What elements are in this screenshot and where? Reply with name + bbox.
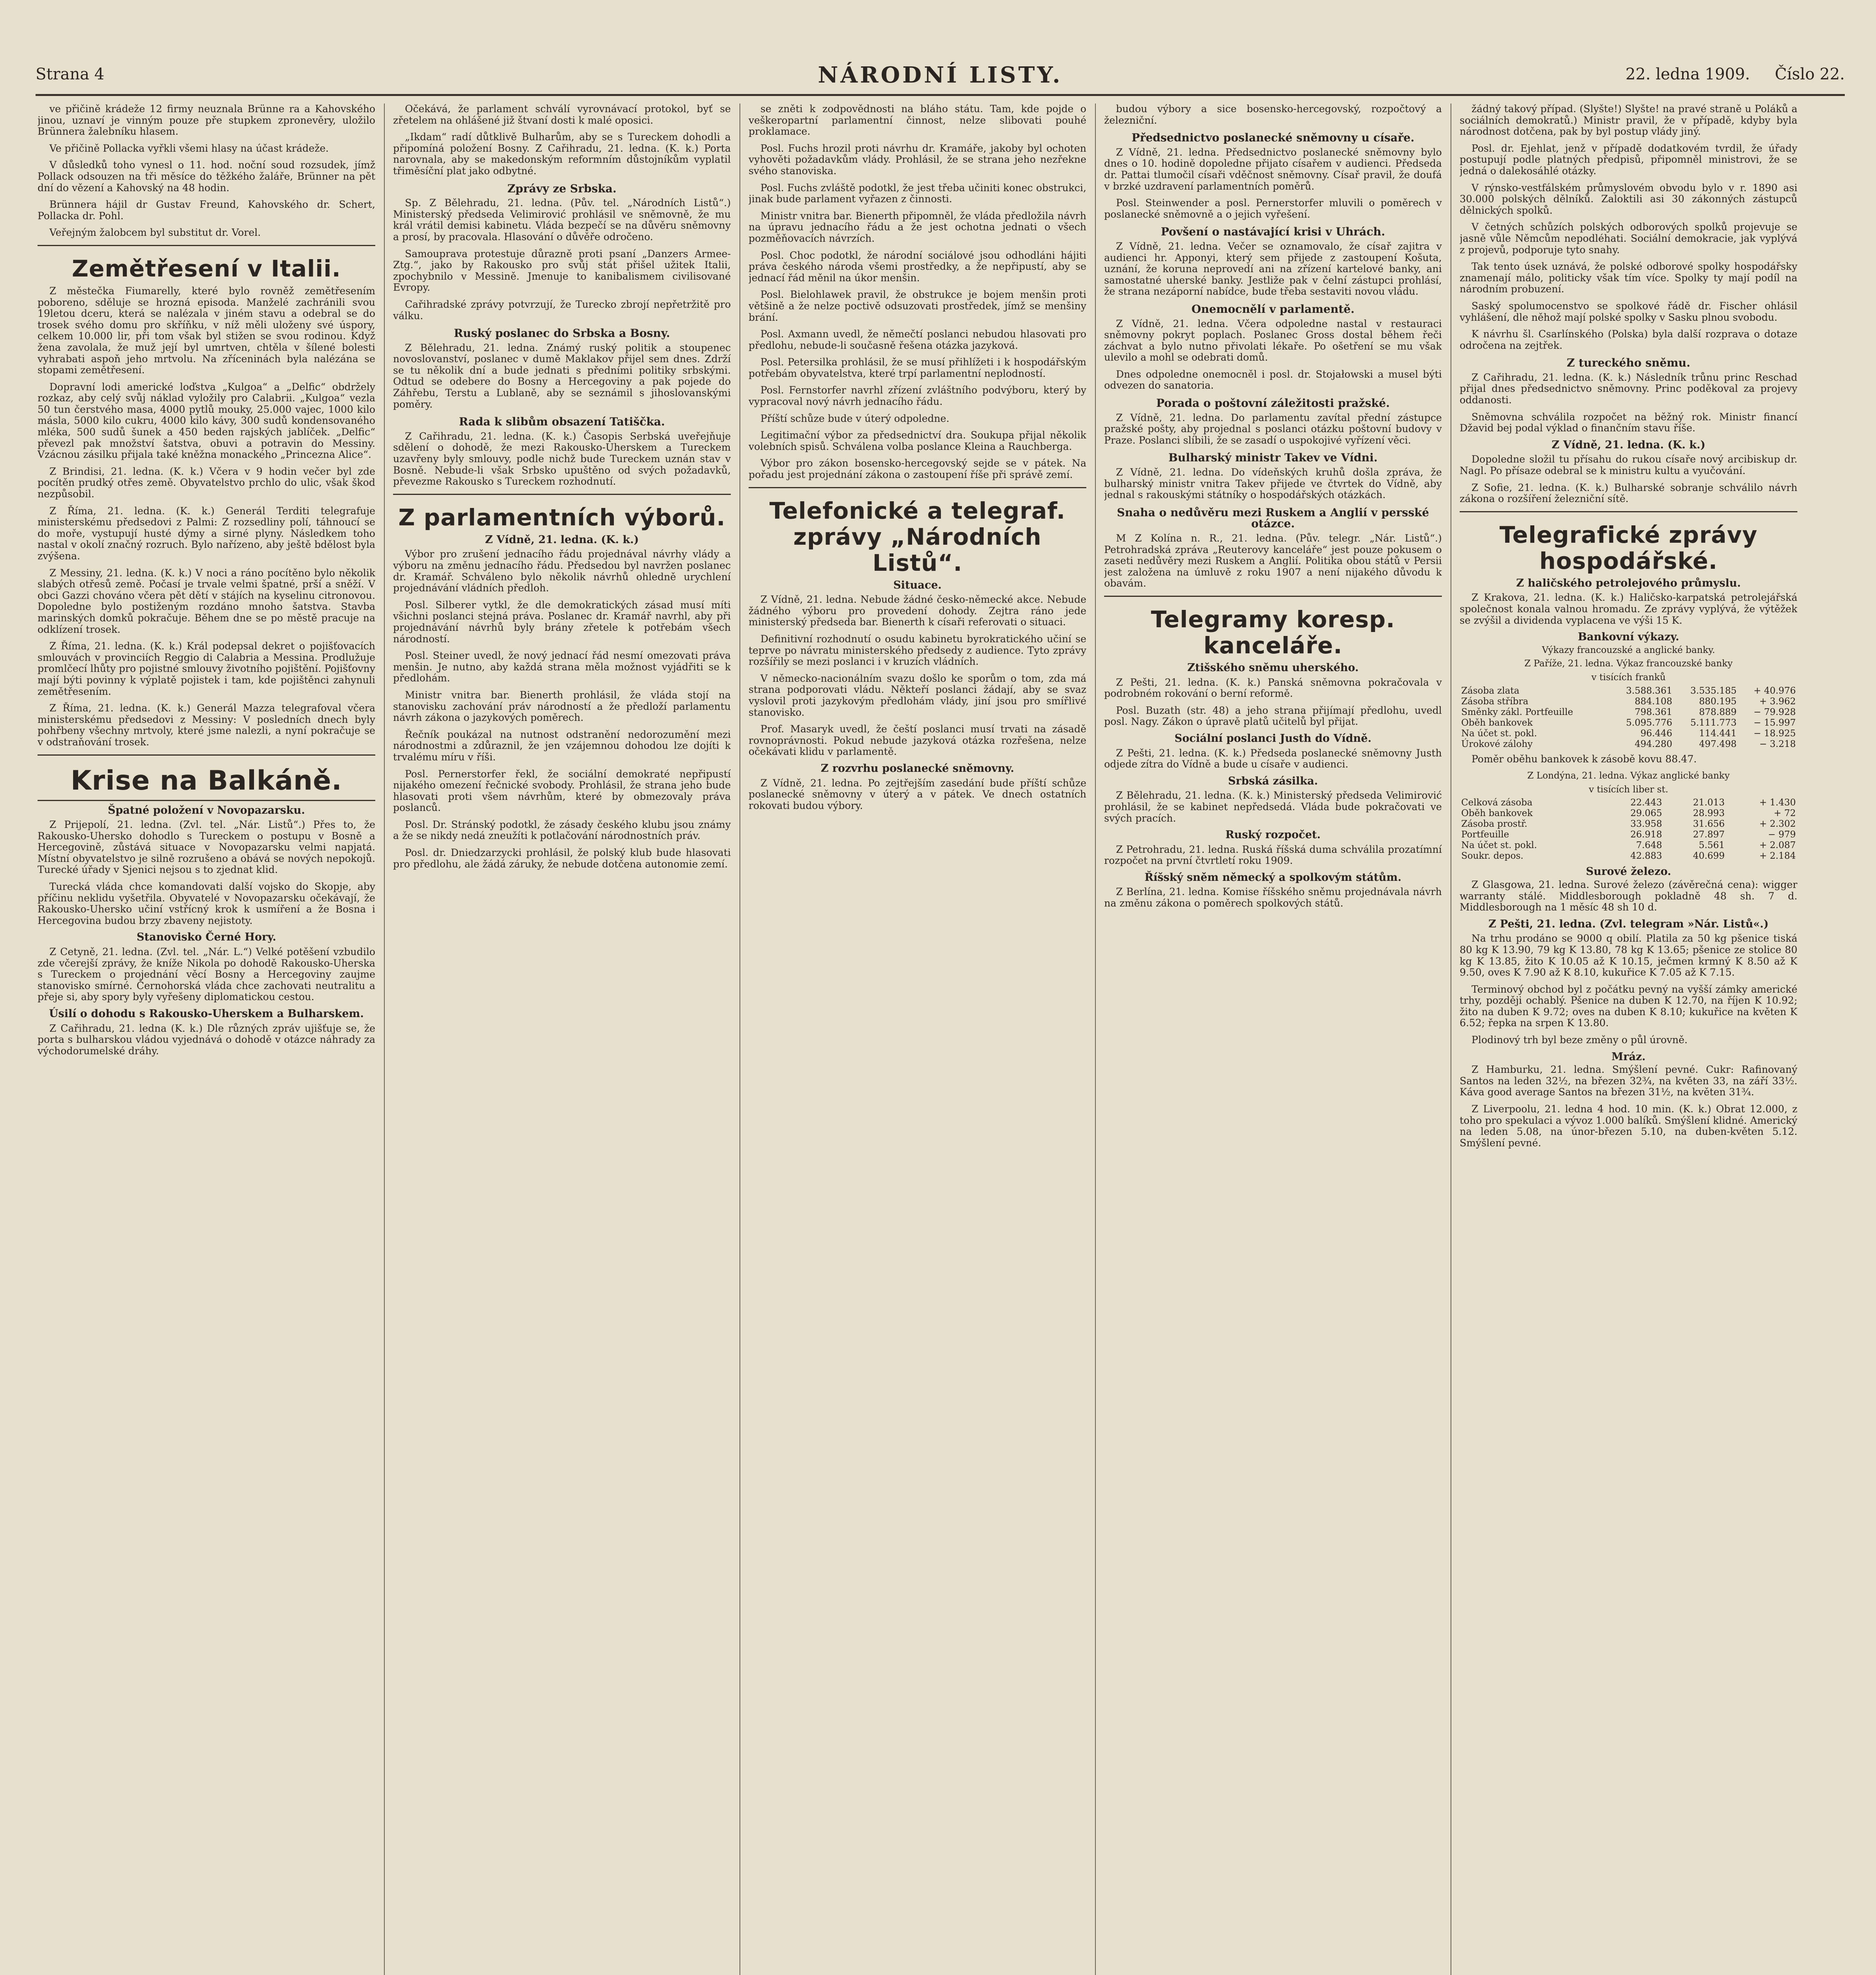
paragraph: Z Vídně, 21. ledna. Nebude žádné česko-německé akce. Nebude žádného výboru pro provedení dohody. Zejtra ráno jede ministerský předseda bar. Bienerth k císaři referovati o situaci.	[749, 594, 1086, 628]
table-value-cell: 27.897	[1693, 830, 1725, 840]
column-1	[38, 103, 375, 1975]
subheading: Porada o poštovní záležitosti pražské.	[1156, 397, 1390, 410]
section-rule	[1104, 596, 1442, 597]
paragraph: Ministr vnitra bar. Bienerth prohlásil, že vláda stojí na stanovisku zachování práv národností a že předloží parlamentu návrh zákona o jazykových poměrech.	[393, 689, 731, 724]
subheading: Zprávy ze Srbska.	[507, 182, 617, 195]
table-label-cell: Zásoba prostř.	[1461, 819, 1528, 830]
table-value-cell: 7.648	[1636, 840, 1662, 851]
column-3	[749, 103, 1086, 1975]
paragraph: Z Liverpoolu, 21. ledna 4 hod. 10 min. (K. k.) Obrat 12.000, z toho pro spekulaci a vývoz 1.000 balíků. Smýšlení klidné. Americký na leden 5.08, na únor-březen 5.10, na duben-květen 5.12. Smýšlení pevné.	[1460, 1103, 1797, 1149]
paragraph: V důsledků toho vynesl o 11. hod. noční soud rozsudek, jímž Pollack odsouzen na tři měsíce do těžkého žaláře, Brünner na pět dní do vězení a Kahovský na 48 hodin.	[38, 159, 375, 194]
table-label-cell: Na účet st. pokl.	[1461, 840, 1537, 851]
table-row	[1460, 686, 1797, 696]
table-row	[1460, 728, 1797, 739]
column-2	[393, 103, 731, 1975]
section-rule	[393, 494, 731, 495]
table-row	[1460, 739, 1797, 750]
subheading: Situace.	[893, 579, 942, 591]
paragraph: Turecká vláda chce komandovati další vojsko do Skopje, aby příčinu neklidu vyšetřila. Obyvatelé v Novopazarsku očekávají, že Rakousko-Uhersko učiní vstřícný krok k usmíření a že Bosna i Hercegovina budou brzy zbaveny nejistoty.	[38, 881, 375, 926]
page-number: Strana 4	[36, 65, 105, 83]
table-value-cell: − 18.925	[1753, 728, 1796, 739]
table-row	[1460, 851, 1797, 861]
table-value-cell: − 15.997	[1753, 717, 1796, 728]
paragraph: Z Bělehradu, 21. ledna. Známý ruský politik a stoupenec novoslovanství, poslanec v dumě Maklakov přijel sem dnes. Zdrží se tu několik dní a bude jednati s předními politiky srbskými. Odtud se odebere do Bosny a Hercegoviny a pak pojede do Záhřebu, Terstu a Lublaně, aby se seznámil s jihoslovanskými poměry.	[393, 342, 731, 410]
paragraph: Z městečka Fiumarelly, které bylo rovněž zemětřesením poboreno, sděluje se hrozná episoda. Manželé zachránili svou 19letou dceru, která se nalézala v jiném stavu a odebral se do trosek svého domu pro skříňku, v níž měli uloženy své úspory, celkem 10.000 lir, při tom však byl stižen se svou rodinou. Když žena zavolala, že muž její byl umrtven, chtěla v šílené bolesti vyhrabati aspoň jeho mrtvolu. Na zříceninách byla nalézána se stopami zemětřesení.	[38, 285, 375, 376]
paragraph: Z Pešti, 21. ledna. (K. k.) Panská sněmovna pokračovala v podrobném rokování o berní reformě.	[1104, 676, 1442, 700]
subheading: Bankovní výkazy.	[1578, 631, 1679, 643]
paragraph: Z Cetyně, 21. ledna. (Zvl. tel. „Nár. L.“) Velké potěšení vzbudilo zde včerejší zprávy, že kníže Nikola po dohodě Rakousko-Uherska s Tureckem o projednání věcí Bosny a Hercegoviny zaujme stanovisko smírné. Černohorská vláda chce zachovati neutralitu a přeje si, aby spory byly vyřešeny diplomatickou cestou.	[38, 946, 375, 1003]
dateline: Z Vídně, 21. ledna. (K. k.)	[1551, 438, 1706, 451]
table-value-cell: 880.195	[1699, 696, 1737, 707]
paragraph: Terminový obchod byl z počátku pevný na vyšší zámky americké trhy, později ochablý. Pšenice na duben K 12.70, na říjen K 10.92; žito na duben K 9.72; oves na duben K 8.10; kukuřice na květen K 6.52; řepka na srpen K 13.80.	[1460, 983, 1797, 1029]
headline-economic-telegrams: Telegrafické zprávy hospodářské.	[1499, 521, 1758, 574]
paragraph: Posl. Axmann uvedl, že němečtí poslanci nebudou hlasovati pro předlohu, nebude-li současně řešena otázka jazyková.	[749, 328, 1086, 351]
table-value-cell: + 72	[1774, 808, 1796, 819]
table-label-cell: Zásoba zlata	[1461, 685, 1520, 696]
paragraph: Z Bělehradu, 21. ledna. (K. k.) Ministerský předseda Velimirović prohlásil, že se kabinet nepředsedá. Vláda bude pokračovati ve svých pracích.	[1104, 790, 1442, 824]
paragraph: Na trhu prodáno se 9000 q obilí. Platila za 50 kg pšenice tiská 80 kg K 13.90, 79 kg K 13.80, 78 kg K 13.65; pšenice ze stolice 80 kg K 13.85, žito K 10.05 až K 10.15, ječmen krmný K 8.50 až K 9.50, oves K 7.90 až K 8.10, kukuřice K 7.05 až K 7.15.	[1460, 933, 1797, 978]
table-label-cell: Úrokové zálohy	[1461, 739, 1533, 749]
masthead-rule	[36, 94, 1845, 96]
subheading: Z rozvrhu poslanecké sněmovny.	[820, 762, 1014, 775]
paragraph: Poměr oběhu bankovek k zásobě kovu 88.47.	[1471, 753, 1697, 765]
paragraph: Posl. Steinwender a posl. Pernerstorfer mluvili o poměrech v poslanecké sněmovně a o jejich vyřešení.	[1104, 197, 1442, 220]
paragraph: Z Cařihradu, 21. ledna. (K. k.) Následník trůnu princ Reschad přijal dnes předsednictvo sněmovny. Princ poděkoval za projevy oddanosti.	[1460, 371, 1797, 406]
table-value-cell: 114.441	[1699, 728, 1737, 739]
subheading: Srbská zásilka.	[1228, 775, 1318, 787]
paragraph: Ve přičině Pollacka vyřkli všemi hlasy na účast krádeže.	[49, 142, 329, 154]
paragraph: Z Prijepolí, 21. ledna. (Zvl. tel. „Nár. Listů“.) Přes to, že Rakousko-Uhersko dohodlo s Tureckem o postupu v Bosně a Hercegovině, zůstává situace v Novopazarsku velmi napjatá. Místní obyvatelstvo je silně rozrušeno a obává se nových nepokojů. Turecké úřady v Sjenici nejsou s to zjednat klid.	[38, 819, 375, 876]
table-row	[1460, 718, 1797, 728]
table-value-cell: 40.699	[1693, 851, 1725, 861]
table-value-cell: 5.095.776	[1626, 717, 1673, 728]
paragraph: Z Říma, 21. ledna. (K. k.) Generál Terditi telegrafuje ministerskému předsedovi z Palmi: Z rozsedliny polí, táhnoucí se do moře, vystupují husté dýmy a sirné plyny. Následkem toho nastal v okolí značný rozruch. Bylo nařízeno, aby ještě bdělost byla zvýšena.	[38, 505, 375, 562]
table-value-cell: 96.446	[1640, 728, 1673, 739]
table-row	[1460, 819, 1797, 830]
paragraph: Výbor pro zákon bosensko-hercegovský sejde se v pátek. Na pořadu jest projednání zákona o zastoupení říše při správě zemí.	[749, 457, 1086, 481]
section-rule	[38, 245, 375, 246]
paragraph: Legitimační výbor za předsednictví dra. Soukupa přijal několik volebních spisů. Schválena volba poslance Kleina a Rauchberga.	[749, 429, 1086, 452]
section-rule	[749, 487, 1086, 488]
table-value-cell: − 79.928	[1753, 707, 1796, 717]
subheading: Rada k slibům obsazení Tatiščka.	[459, 415, 665, 429]
subheading: Ztišského sněmu uherského.	[1187, 661, 1359, 674]
paragraph: Posl. Fuchs hrozil proti návrhu dr. Kramáře, jakoby byl ochoten vyhověti požadavkům vlády. Prohlásil, že se strana jeho nezřekne svého stanoviska.	[749, 142, 1086, 177]
paragraph: Posl. Petersilka prohlásil, že se musí přihlížeti i k hospodářským potřebám obyvatelstva, které trpí parlamentní neplodností.	[749, 356, 1086, 379]
headline-earthquake: Zemětřesení v Italii.	[72, 255, 341, 282]
paragraph: „Ikdam“ radí důtklivě Bulharům, aby se s Tureckem dohodli a připomíná položení Bosny. Z Cařihradu, 21. ledna. (K. k.) Porta narovnala, aby se makedonským reformním důstojníkům vyplatil třiměsíční plat jako odbytné.	[393, 131, 731, 177]
paragraph: Z Messiny, 21. ledna. (K. k.) V noci a ráno pocítěno bylo několik slabých otřesů země. Počasí je trvale velmi špatné, prší a sněží. V obci Gazzi chováno včera pět dětí v stájích na kyselinu citronovou. Dopoledne bylo postiženým rozdáno mnoho šatstva. Stavba marinských domků pokračuje. Během dne se po městě pracuje na odklízení trosek.	[38, 567, 375, 635]
table-value-cell: 3.535.185	[1690, 685, 1737, 696]
paragraph: Z Vídně, 21. ledna. Do parlamentu zavítal přední zástupce pražské pošty, aby projednal s poslanci otázku poštovní budovy v Praze. Poslanci slíbili, že se zasadí o uspokojivé vyřízení věci.	[1104, 412, 1442, 446]
subheading: Sociální poslanci Justh do Vídně.	[1174, 732, 1372, 745]
subheading: Bulharský ministr Takev ve Vídni.	[1168, 451, 1378, 465]
table-value-cell: 29.065	[1630, 808, 1662, 819]
paragraph: K návrhu šl. Csarlínského (Polska) byla další rozprava o dotaze odročena na zejtřek.	[1460, 328, 1797, 351]
paragraph: Posl. Fuchs zvláště podotkl, že jest třeba učiniti konec obstrukci, jinak bude parlament vyřazen z činnosti.	[749, 182, 1086, 205]
paragraph: Z Sofie, 21. ledna. (K. k.) Bulharské sobranje schválilo návrh zákona o rozšíření železniční sítě.	[1460, 482, 1797, 505]
paragraph: Ministr vnitra bar. Bienerth připomněl, že vláda předložila návrh na úpravu jednacího řádu a že jest ochotna jednati o všech pozměňovacích návrzích.	[749, 210, 1086, 244]
table-row	[1460, 830, 1797, 840]
paragraph: Brünnera hájil dr Gustav Freund, Kahovského dr. Schert, Pollacka dr. Pohl.	[38, 199, 375, 222]
headline-correspondence-telegrams: Telegramy koresp. kanceláře.	[1151, 606, 1395, 659]
table-value-cell: 21.013	[1693, 798, 1725, 808]
paragraph: Posl. Buzath (str. 48) a jeho strana přijímají předlohu, uvedl posl. Nagy. Zákon o úpravě platů učitelů byl přijat.	[1104, 704, 1442, 728]
paragraph: Posl. Steiner uvedl, že nový jednací řád nesmí omezovati práva menšin. Je nutno, aby každá strana měla možnost vyjádřiti se k předlohám.	[393, 650, 731, 684]
table-unit: v tisících franků	[1591, 672, 1666, 683]
paragraph: Z Cařihradu, 21. ledna (K. k.) Dle různých zpráv ujišťuje se, že porta s bulharskou vládou vyjednává o dohodě v otázce náhrady za východorumelské dráhy.	[38, 1022, 375, 1057]
subheading: Stanovisko Černé Hory.	[136, 931, 277, 944]
paragraph: Posl. Silberer vytkl, že dle demokratických zásad musí míti všichni poslanci stejná práva. Poslanec dr. Kramář navrhl, aby při projednávání návrhů byly brány zřetele k potřebám všech národností.	[393, 599, 731, 645]
paragraph: Posl. Pernerstorfer řekl, že sociální demokraté nepřipustí nijakého omezení řečnické svobody. Prohlásil, že strana jeho bude hlasovati proti všem návrhům, které by obmezovaly práva poslanců.	[393, 768, 731, 814]
paragraph: ve přičině krádeže 12 firmy neuznala Brünne ra a Kahovského jinou, uznaví je vinným pouze pře stupkem zpronevěry, uložilo Brünnera žalebníku hlasem.	[38, 103, 375, 137]
subheading: Říšský sněm německý a spolkovým státům.	[1144, 871, 1402, 884]
english-bank-table	[1460, 798, 1797, 861]
column-5	[1460, 103, 1797, 1975]
paragraph: Dopoledne složil tu přísahu do rukou císaře nový arcibiskup dr. Nagl. Po přísaze odebral se k ministru kultu a vyučování.	[1460, 453, 1797, 477]
headline-balkan-crisis: Krise na Balkáně.	[38, 765, 375, 801]
paragraph: Příští schůze bude v úterý odpoledne.	[760, 412, 950, 424]
paragraph: Dnes odpoledne onemocněl i posl. dr. Stojałowski a musel býti odvezen do sanatoria.	[1104, 368, 1442, 391]
paragraph: V četných schůzích polských odborových spolků projevuje se jasně vůle Němcům nepodléhati. Sociální demokracie, jak vyplývá z projevů, podporuje tyto snahy.	[1460, 221, 1797, 256]
french-bank-table	[1460, 686, 1797, 750]
issue-number: Číslo 22.	[1774, 65, 1845, 83]
paragraph: Cařihradské zprávy potvrzují, že Turecko zbrojí nepřetržitě pro válku.	[393, 298, 731, 322]
paragraph: Z Cařihradu, 21. ledna. (K. k.) Časopis Serbská uveřejňuje sdělení o dohodě, že mezi Rakousko-Uherskem a Tureckem uzavřeny byly smlouvy, podle nichž bude Tureckem uznán stav v Bosně. Nebude-li však Srbsko upuštěno od svých požadavků, převezme Rakousko s Tureckem rozhodnutí.	[393, 430, 731, 487]
subheading: Špatné položení v Novopazarsku.	[107, 804, 305, 816]
table-value-cell: + 40.976	[1753, 685, 1796, 696]
table-unit: v tisících liber st.	[1588, 784, 1668, 795]
paragraph: Z Říma, 21. ledna. (K. k.) Král podepsal dekret o pojišťovacích smlouvách v provinciích Reggio di Calabria a Messina. Prodlužuje promlčecí lhůty pro pojistné smlouvy životního pojištění. Pojišťovny mají býti povinny k výplatě pojistek i tam, kde pojištěnci zahynuli zemětřesením.	[38, 640, 375, 697]
paragraph: Z Brindisi, 21. ledna. (K. k.) Včera v 9 hodin večer byl zde pocítěn prudký otřes země. Obyvatelstvo prchlo do ulic, však škod nezpůsobil.	[38, 465, 375, 500]
paragraph: Z Hamburku, 21. ledna. Smýšlení pevné. Cukr: Rafinovaný Santos na leden 32½, na březen 32¾, na květen 33, na září 33½. Káva good average Santos na březen 31½, na květen 31¾.	[1460, 1064, 1797, 1098]
subheading: Úsilí o dohodu s Rakousko-Uherskem a Bulharskem.	[49, 1008, 364, 1020]
paragraph: Posl. dr. Dniedzarzycki prohlásil, že polský klub bude hlasovati pro předlohu, ale žádá záruky, že nebude dotčena autonomie zemí.	[393, 847, 731, 870]
table-value-cell: 33.958	[1630, 819, 1662, 830]
column-4	[1104, 103, 1442, 1975]
table-label-cell: Směnky zákl. Portfeuille	[1461, 707, 1573, 717]
table-value-cell: + 2.184	[1759, 851, 1796, 861]
subheading: Mráz.	[1611, 1050, 1646, 1063]
table-value-cell: 878.889	[1699, 707, 1737, 717]
paragraph: budou výbory a sice bosensko-hercegovský, rozpočtový a železniční.	[1104, 103, 1442, 126]
column-separator	[739, 103, 740, 1975]
paragraph: Samouprava protestuje důrazně proti psaní „Danzers Armee-Ztg.“, jako by Rakousko pro svůj stát přišel užitek Italii, zpochybnilo v Messině. Jmenuje to kanibalismem civilisované Evropy.	[393, 248, 731, 293]
table-value-cell: 22.443	[1630, 798, 1662, 808]
table-value-cell: 28.993	[1693, 808, 1725, 819]
table-value-cell: + 1.430	[1759, 798, 1796, 808]
table-value-cell: + 3.962	[1759, 696, 1796, 707]
paragraph: Z Pešti, 21. ledna. (K. k.) Předseda poslanecké sněmovny Justh odjede zítra do Vídně a bude u císaře v audienci.	[1104, 747, 1442, 770]
paragraph: Z Berlína, 21. ledna. Komise říšského sněmu projednávala návrh na změnu zákona o poměrech spolkových států.	[1104, 886, 1442, 909]
table-value-cell: + 2.087	[1759, 840, 1796, 851]
subheading: Předsednictvo poslanecké sněmovny u císaře.	[1131, 131, 1415, 145]
table-label-cell: Soukr. depos.	[1461, 851, 1524, 861]
paragraph: Z Říma, 21. ledna. (K. k.) Generál Mazza telegrafoval včera ministerskému předsedovi z Messiny: V posledních dnech byly pohřbeny všechny mrtvoly, které jsme nalezli, a nyní pokračuje se v odstraňování trosek.	[38, 702, 375, 748]
table-value-cell: 42.883	[1630, 851, 1662, 861]
paragraph: Posl. dr. Ejehlat, jenž v případě dodatkovém tvrdil, že úřady postupují podle platných předpisů, připomněl ministrovi, že se jedná o dalekosáhlé otázky.	[1460, 142, 1797, 177]
table-value-cell: − 979	[1768, 830, 1796, 840]
dateline: Z Pešti, 21. ledna. (Zvl. telegram »Nár. Listů«.)	[1488, 918, 1769, 930]
paragraph: Sp. Z Bělehradu, 21. ledna. (Pův. tel. „Národních Listů“.) Ministerský předseda Velimirović prohlásil ve sněmovně, že mu král vrátil demisi kabinetu. Vláda bezpečí se na důvěru sněmovny a prosí, by pracovala. Hlasování o důvěře odročeno.	[393, 197, 731, 243]
subheading: Povšení o nastávající krisi v Uhrách.	[1161, 225, 1385, 239]
table-row	[1460, 808, 1797, 819]
paragraph: Definitivní rozhodnutí o osudu kabinetu byrokratického učiní se teprve po návratu ministerského předsedy z audience. Tyto zprávy rozšířily se mezi poslanci i v kruzích vládních.	[749, 633, 1086, 668]
dateline: Z Vídně, 21. ledna. (K. k.)	[485, 533, 639, 546]
paragraph: Saský spolumocenstvo se spolkové řádě dr. Fischer ohlásil vyhlášení, dle něhož mají polské spolky v Sasku plnou svobodu.	[1460, 300, 1797, 323]
column-separator	[384, 103, 385, 1975]
table-row	[1460, 707, 1797, 718]
headline-parliament-committees: Z parlamentních výborů.	[398, 504, 726, 531]
issue-date: 22. ledna 1909.	[1625, 65, 1750, 83]
table-caption: Z Londýna, 21. ledna. Výkaz anglické banky	[1527, 771, 1730, 781]
paragraph: Z Vídně, 21. ledna. Po zejtřejším zasedání bude příští schůze poslanecké sněmovny v úterý a v pátek. Ve dnech ostatních rokovati budou výbory.	[749, 777, 1086, 811]
table-label-cell: Celková zásoba	[1461, 798, 1533, 808]
paragraph: Dopravní lodi americké loďstva „Kulgoa“ a „Delfic“ obdržely rozkaz, aby celý svůj náklad vyložily pro Calabrii. „Kulgoa“ vezla 50 tun čerstvého masa, 4000 pytlů mouky, 25.000 vajec, 1000 kilo másla, 5000 kilo cukru, 4000 kilo kávy, 300 sudů kondensovaného mléka, 500 sudů šunek a 450 beden rajských jablíček. „Delfic“ převezl pak množství šatstva, obuvi a potravin do Messiny. Vzácnou zásilku přijala také kněžna monackého „Princezna Alice“.	[38, 381, 375, 461]
section-rule	[38, 754, 375, 756]
table-value-cell: 798.361	[1635, 707, 1673, 717]
table-row	[1460, 696, 1797, 707]
subheading: Ruský poslanec do Srbska a Bosny.	[453, 327, 670, 340]
table-value-cell: 3.588.361	[1626, 685, 1673, 696]
paragraph: Posl. Fernstorfer navrhl zřízení zvláštního podvýboru, který by vypracoval nový návrh jednacího řádu.	[749, 384, 1086, 408]
table-label-cell: Zásoba stříbra	[1461, 696, 1528, 707]
paragraph: žádný takový případ. (Slyšte!) Slyšte! na pravé straně u Poláků a sociálních demokratů.) Ministr pravil, že v případě, kdyby byla národnost dotčena, pak by byl postup vlády jiný.	[1460, 103, 1797, 137]
paragraph: Sněmovna schválila rozpočet na běžný rok. Ministr financí Džavid bej podal výklad o finančním stavu říše.	[1460, 411, 1797, 434]
paragraph: Řečník poukázal na nutnost odstranění nedorozumění mezi národnostmi a zdůraznil, že jen vzájemnou dohodou lze dojíti k trvalému míru v říši.	[393, 728, 731, 763]
table-value-cell: 26.918	[1630, 830, 1662, 840]
table-value-cell: 884.108	[1635, 696, 1673, 707]
table-value-cell: 5.561	[1699, 840, 1725, 851]
table-row	[1460, 798, 1797, 808]
table-caption: Z Paříže, 21. ledna. Výkaz francouzské banky	[1524, 658, 1733, 669]
paragraph: Z Vídně, 21. ledna. Do vídeňských kruhů došla zpráva, že bulharský ministr vnitra Takev přijede ve čtvrtek do Vídně, aby jednal s rakouskými státníky o hospodářských otázkách.	[1104, 466, 1442, 501]
subheading: Snaha o nedůvěru mezi Ruskem a Anglií v persské otázce.	[1117, 506, 1429, 530]
paragraph: Z Krakova, 21. ledna. (K. k.) Haličsko-karpatská petrolejářská společnost konala valnou hromadu. Ze zprávy vyplývá, že výtěžek se zvýšil a dividenda vyplacena ve výši 15 K.	[1460, 592, 1797, 626]
paragraph: Z Vídně, 21. ledna. Večer se oznamovalo, že císař zajitra v audienci hr. Apponyi, který sem přijede z zastoupení Košuta, uznání, že koruna neprovedí ani na zřízení kartelové banky, ani samostatné uherské banky. Jestliže pak v čelní zástupci prohlásí, že strana nezáporní nabídce, bude třeba sestaviti novou vládu.	[1104, 240, 1442, 297]
subheading: Z tureckého sněmu.	[1567, 356, 1690, 370]
paragraph: Veřejným žalobcem byl substitut dr. Vorel.	[49, 227, 261, 239]
table-value-cell: 5.111.773	[1690, 717, 1737, 728]
paragraph: Očekává, že parlament schválí vyrovnávací protokol, byť se zřetelem na ohlášené již štvaní dosti k malé oposici.	[393, 103, 731, 126]
issue-info	[1606, 65, 1845, 83]
table-label-cell: Oběh bankovek	[1461, 717, 1533, 728]
paragraph: Z Vídně, 21. ledna. Včera odpoledne nastal v restauraci sněmovny pokryt poplach. Poslanec Gross dostal během řeči záchvat a bylo nutno přivolati lékaře. Po ošetření se mu však ulevilo a mohl se odebrati domů.	[1104, 318, 1442, 363]
masthead	[36, 62, 1845, 93]
paragraph: Prof. Masaryk uvedl, že čeští poslanci musí trvati na zásadě rovnoprávnosti. Pokud nebude jazyková otázka rozřešena, nelze očekávati klidu v parlamentě.	[749, 723, 1086, 758]
paragraph: M Z Kolína n. R., 21. ledna. (Pův. telegr. „Nár. Listů“.) Petrohradská zpráva „Reuterovy kanceláře“ jest pouze pokusem o zaseti nedůvěry mezi Ruskem a Anglií. Politika obou států v Persii jest založena na úmluvě z roku 1907 a není nijakého důvodu k obavám.	[1104, 532, 1442, 589]
paragraph: Tak tento úsek uznává, že polské odborové spolky hospodářsky znamenají málo, politicky však tím více. Spolky ty mají podíl na národním probuzení.	[1460, 261, 1797, 295]
paragraph: V rýnsko-vestfálském průmyslovém obvodu bylo v r. 1890 asi 30.000 polských dělníků. Zaloktili asi 30 zákonných zástupců dělnických spolků.	[1460, 182, 1797, 216]
subheading: Z haličského petrolejového průmyslu.	[1516, 577, 1741, 589]
subheading: Výkazy francouzské a anglické banky.	[1542, 645, 1715, 655]
paragraph: Plodinový trh byl beze změny o půl úrovně.	[1471, 1034, 1688, 1046]
paragraph: Posl. Bielohlawek pravil, že obstrukce je bojem menšin proti většině a že nelze poctivě odsuzovati prostředek, jímž se menšiny brání.	[749, 289, 1086, 323]
paragraph: V německo-nacionálním svazu došlo ke sporům o tom, zda má strana podporovati vládu. Někteří poslanci žádají, aby se svaz vyslovil proti jazykovým předlohám vlády, jiní jsou pro smířlivé stanovisko.	[749, 672, 1086, 718]
table-value-cell: 31.656	[1693, 819, 1725, 830]
paragraph: Z Petrohradu, 21. ledna. Ruská říšská duma schválila prozatímní rozpočet na první čtvrtletí roku 1909.	[1104, 843, 1442, 867]
table-value-cell: − 3.218	[1759, 739, 1796, 749]
paragraph: Z Vídně, 21. ledna. Předsednictvo poslanecké sněmovny bylo dnes o 10. hodině dopoledne přijato císařem v audienci. Předseda dr. Pattai tlumočil císaři vděčnost sněmovny. Císař pravil, že doufá v brzké uzdravení parlamentních poměrů.	[1104, 146, 1442, 192]
paragraph: Z Glasgowa, 21. ledna. Surové železo (závěrečná cena): wigger warranty stálé. Middlesborough pokladně 48 sh. 7 d. Middlesborough na 1 měsíc 48 sh 10 d.	[1460, 878, 1797, 913]
subheading: Ruský rozpočet.	[1225, 829, 1321, 841]
table-label-cell: Oběh bankovek	[1461, 808, 1533, 819]
subheading: Surové železo.	[1586, 865, 1671, 878]
table-row	[1460, 840, 1797, 851]
table-value-cell: 494.280	[1635, 739, 1673, 749]
table-value-cell: + 2.302	[1759, 819, 1796, 830]
subheading: Onemocnělí v parlamentě.	[1191, 302, 1355, 316]
section-rule	[1460, 511, 1797, 512]
table-value-cell: 497.498	[1699, 739, 1737, 749]
paragraph: se zněti k zodpovědnosti na bláho státu. Tam, kde pojde o veškeropartní parlamentní činnost, nelze slibovati pouhé proklamace.	[749, 103, 1086, 137]
paragraph: Posl. Choc podotkl, že národní sociálové jsou odhodláni hájiti práva českého národa všemi prostředky, a že nepřipustí, aby se jednací řád měnil na úkor menšin.	[749, 249, 1086, 284]
table-label-cell: Portfeuille	[1461, 830, 1509, 840]
column-separator	[1095, 103, 1096, 1975]
table-label-cell: Na účet st. pokl.	[1461, 728, 1537, 739]
paragraph: Výbor pro zrušení jednacího řádu projednával návrhy vlády a výboru na změnu jednacího řádu. Předsedou byl navržen poslanec dr. Kramář. Schváleno bylo několik návrhů ohledně urychlení projednávání vládních předloh.	[393, 548, 731, 594]
headline-telegraph-news: Telefonické a telegraf. zprávy „Národních Listů“.	[769, 497, 1066, 576]
newspaper-title: NÁRODNÍ LISTY.	[818, 62, 1063, 88]
paragraph: Posl. Dr. Stránský podotkl, že zásady českého klubu jsou známy a že se nikdy nedá zneužíti k potlačování národnostních práv.	[393, 818, 731, 842]
